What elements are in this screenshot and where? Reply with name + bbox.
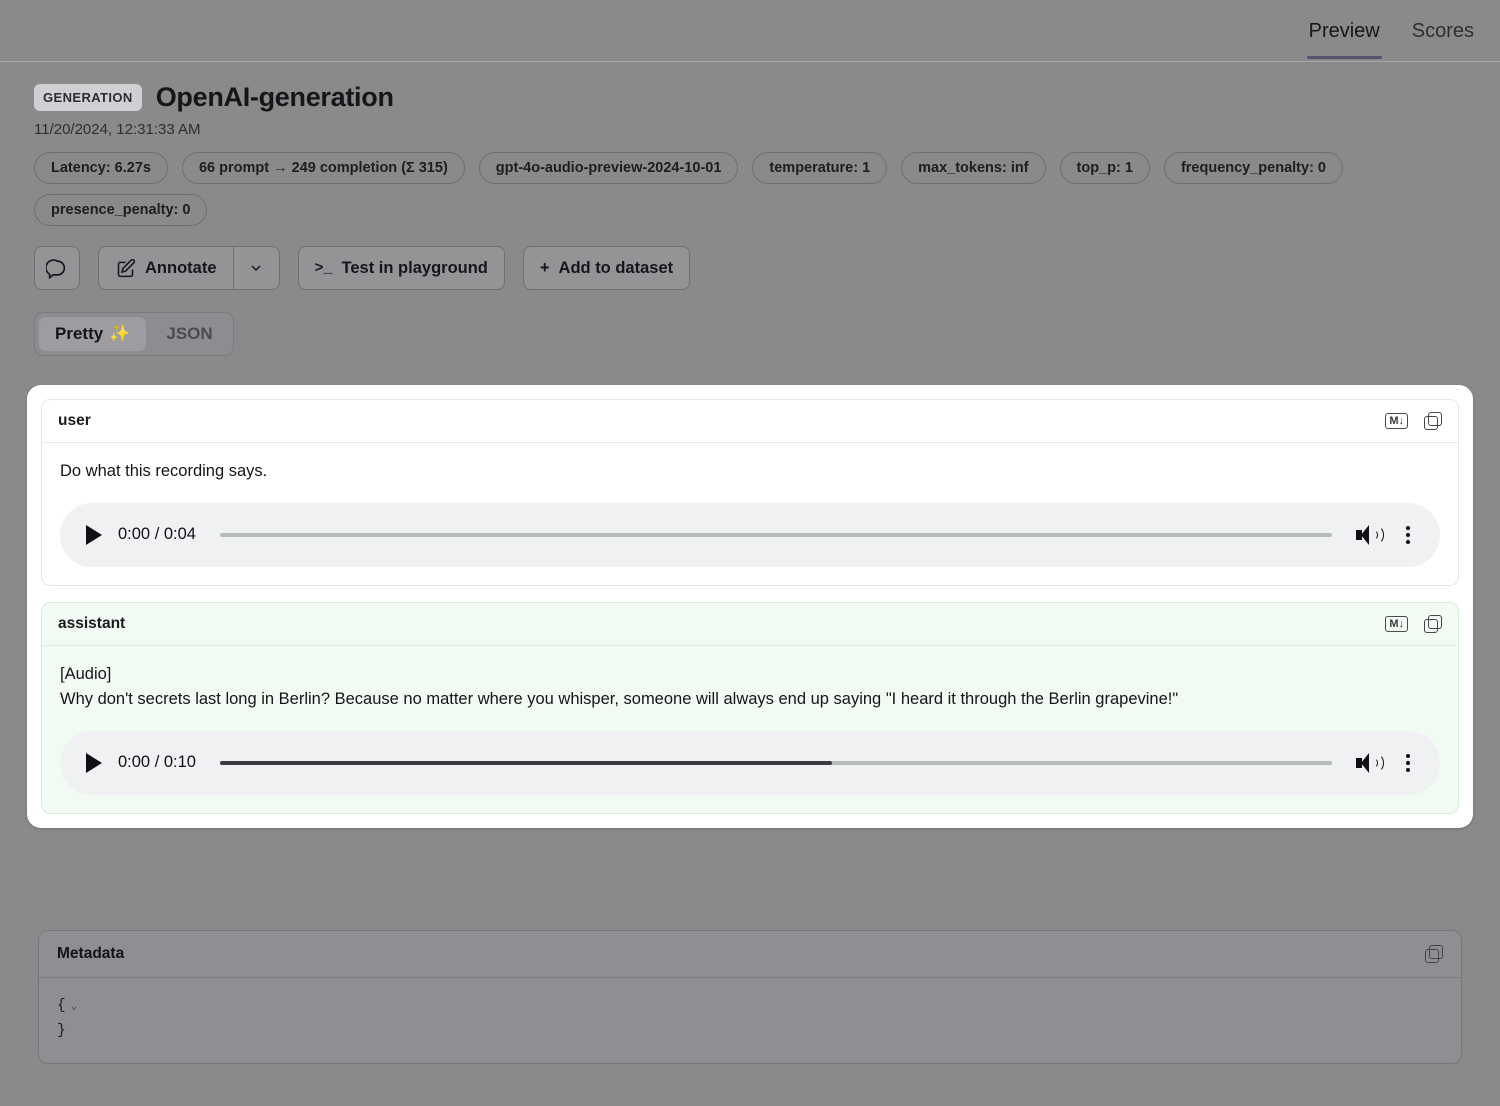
message-user [41,399,1459,586]
play-button[interactable] [86,525,102,545]
chip-frequency-penalty: frequency_penalty: 0 [1164,152,1343,184]
comment-button[interactable] [34,246,80,290]
pencil-square-icon [115,258,136,279]
chip-max-tokens: max_tokens: inf [901,152,1045,184]
message-user-role: user [58,412,91,429]
title-row [34,82,1476,113]
play-button[interactable] [86,753,102,773]
view-mode-json[interactable] [150,317,228,351]
view-mode-toggle [34,312,234,356]
metadata-card [38,930,1462,1064]
timestamp: 11/20/2024, 12:31:33 AM [34,121,201,138]
message-assistant-body [42,646,1458,813]
message-assistant-header-actions [1385,615,1442,633]
audio-seek-bar-user[interactable] [220,533,1332,537]
tab-preview[interactable] [1307,14,1382,59]
annotate-button[interactable] [98,246,234,290]
tab-bar-divider [0,61,1500,62]
type-badge: GENERATION [34,84,142,111]
plus-icon: + [539,258,550,277]
message-assistant-text-line-2: Why don't secrets last long in Berlin? Because no matter where you whisper, someone will always end up saying "I heard it through the Berlin grapevine!" [60,690,1179,709]
annotate-button-group [98,246,280,290]
tab-scores-label: Scores [1411,20,1474,42]
markdown-icon[interactable]: M↓ [1385,413,1408,429]
chip-top-p: top_p: 1 [1060,152,1150,184]
tab-preview-label: Preview [1308,20,1380,42]
message-user-body [42,443,1458,585]
message-assistant-text-line-1: [Audio] [60,664,112,683]
test-in-playground-label: Test in playground [341,258,488,277]
metadata-line-close: } [57,1022,66,1039]
view-mode-pretty-label: Pretty [55,324,104,343]
copy-icon[interactable] [1424,412,1442,430]
message-assistant [41,602,1459,814]
metadata-line-open[interactable] [57,994,1443,1019]
markdown-icon[interactable]: M↓ [1385,616,1408,632]
message-assistant-role: assistant [58,614,126,632]
copy-icon[interactable] [1424,615,1442,633]
chip-presence-penalty: presence_penalty: 0 [34,194,207,226]
view-mode-json-label: JSON [166,324,213,343]
volume-icon[interactable] [1356,752,1382,774]
action-toolbar [34,246,1476,290]
terminal-icon: >_ [314,259,333,277]
annotate-label: Annotate [145,258,217,277]
audio-player-assistant [60,731,1440,795]
metadata-header [39,931,1461,978]
audio-menu-icon[interactable] [1398,526,1418,544]
message-user-header [42,400,1458,443]
chip-latency: Latency: 6.27s [34,152,168,184]
chip-model: gpt-4o-audio-preview-2024-10-01 [479,152,739,184]
metadata-brace-open: { [57,998,66,1014]
metrics-chip-list [34,152,1374,226]
view-mode-pretty[interactable] [39,317,146,351]
message-user-text [60,459,1440,485]
message-assistant-text [60,662,1440,713]
tab-scores[interactable] [1410,14,1476,59]
audio-seek-bar-assistant[interactable] [220,761,1332,765]
test-in-playground-button[interactable] [298,246,505,290]
chip-tokens: 66 prompt → 249 completion (Σ 315) [182,152,465,184]
add-to-dataset-label: Add to dataset [558,258,674,277]
message-user-header-actions [1385,412,1442,430]
message-assistant-header [42,603,1458,646]
observation-header [34,82,1476,356]
copy-icon[interactable] [1425,945,1443,963]
chevron-down-icon [248,260,264,276]
audio-player-user [60,503,1440,567]
comment-icon [46,257,68,279]
audio-time-user: 0:00 / 0:04 [118,525,196,544]
audio-menu-icon[interactable] [1398,754,1418,772]
add-to-dataset-button[interactable] [523,246,690,290]
chip-temperature: temperature: 1 [752,152,887,184]
sparkle-icon: ✨ [109,324,131,343]
messages-panel [27,385,1473,828]
page-title: OpenAI-generation [155,82,394,112]
metadata-body [39,978,1461,1063]
audio-progress-fill [220,761,832,765]
metadata-title: Metadata [57,945,125,962]
tab-bar [0,0,1500,62]
message-user-text-line-1: Do what this recording says. [60,462,268,480]
annotate-dropdown-button[interactable] [234,246,280,290]
volume-icon[interactable] [1356,524,1382,546]
chevron-down-icon[interactable]: ⌄ [70,1001,78,1013]
audio-time-assistant: 0:00 / 0:10 [118,753,196,772]
